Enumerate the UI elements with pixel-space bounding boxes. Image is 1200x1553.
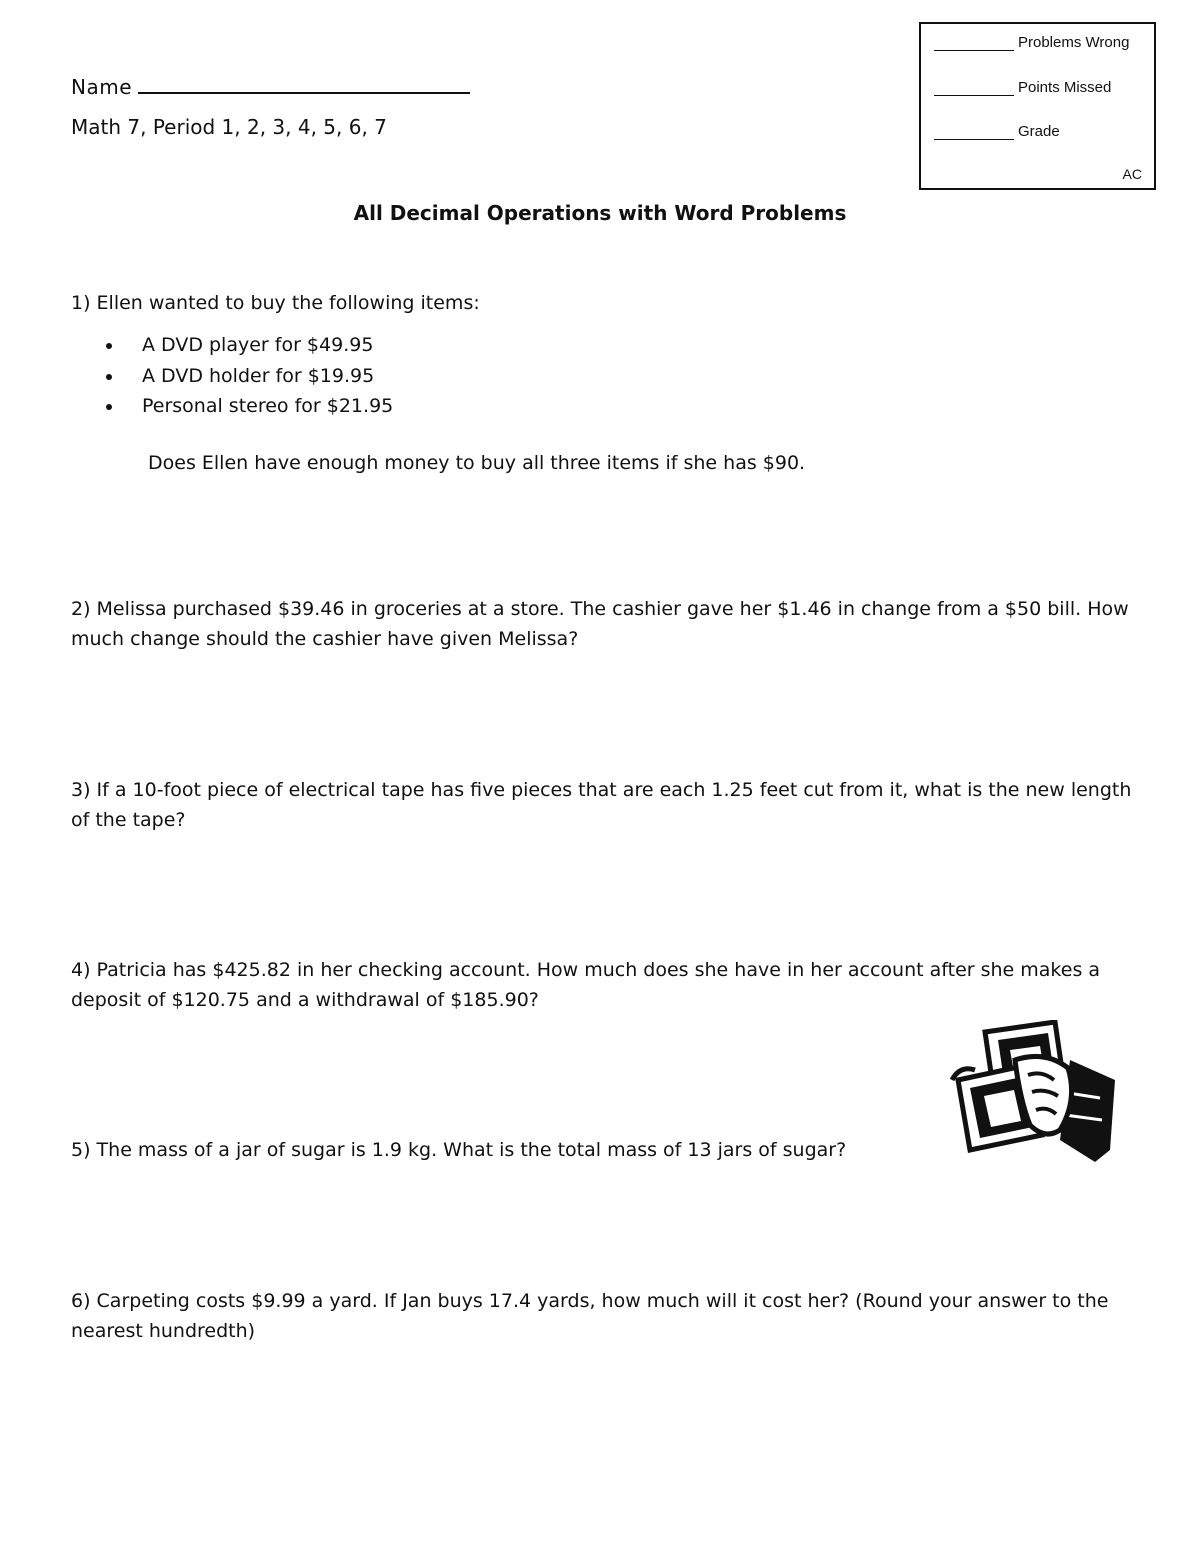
problem-1: 1) Ellen wanted to buy the following items: (71, 292, 480, 314)
teacher-initials: AC (1122, 166, 1142, 182)
class-period-text: Math 7, Period 1, 2, 3, 4, 5, 6, 7 (71, 115, 387, 139)
list-item: Personal stereo for $21.95 (104, 391, 393, 422)
name-field (71, 72, 470, 99)
problem-1-item-list (104, 330, 393, 422)
problem-1-question: Does Ellen have enough money to buy all three items if she has $90. (148, 452, 806, 474)
problem-5: 5) The mass of a jar of sugar is 1.9 kg. What is the total mass of 13 jars of sugar? (71, 1139, 847, 1161)
score-blank[interactable] (934, 36, 1014, 51)
name-label: Name (71, 75, 133, 99)
score-label: Points Missed (1018, 79, 1112, 96)
score-box (919, 22, 1156, 190)
problem-6: 6) Carpeting costs $9.99 a yard. If Jan buys 17.4 yards, how much will it cost her? (Round your answer to the nearest hundredth) (71, 1290, 1109, 1342)
score-label: Grade (1018, 123, 1060, 140)
problem-2: 2) Melissa purchased $39.46 in groceries at a store. The cashier gave her $1.46 in change from a $50 bill. How much change should the cashier have given Melissa? (71, 598, 1129, 650)
list-item: A DVD holder for $19.95 (104, 361, 393, 392)
score-row-grade (934, 123, 1060, 140)
score-blank[interactable] (934, 125, 1014, 140)
score-row-problems-wrong (934, 34, 1129, 51)
score-blank[interactable] (934, 81, 1014, 96)
problem-3: 3) If a 10-foot piece of electrical tape has five pieces that are each 1.25 feet cut from it, what is the new length of the tape? (71, 779, 1132, 831)
problem-4: 4) Patricia has $425.82 in her checking account. How much does she have in her account after she makes a deposit of $120.75 and a withdrawal of $185.90? (71, 959, 1101, 1011)
score-row-points-missed (934, 79, 1111, 96)
score-label: Problems Wrong (1018, 34, 1130, 51)
list-item: A DVD player for $49.95 (104, 330, 393, 361)
name-blank-line[interactable] (138, 72, 470, 94)
page-title: All Decimal Operations with Word Problems (353, 201, 847, 225)
money-in-hand-icon (950, 1020, 1120, 1165)
